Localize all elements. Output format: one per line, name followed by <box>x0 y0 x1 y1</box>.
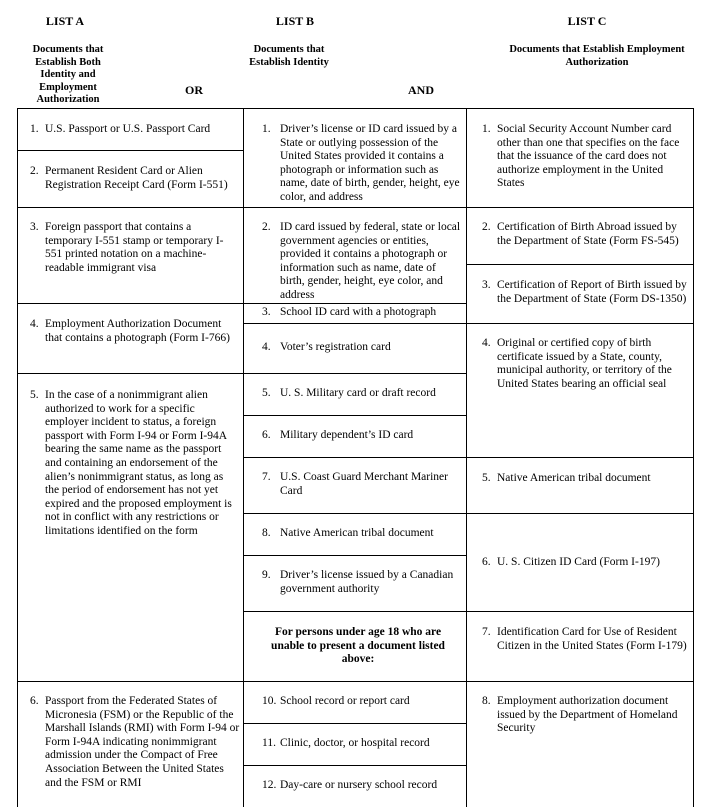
grid-top-rule <box>17 108 694 109</box>
item-text: Certification of Birth Abroad issued by the Department of State (Form FS-545) <box>497 221 679 247</box>
list-c-item <box>482 695 689 736</box>
list-b-item <box>262 569 462 596</box>
list-a-divider <box>17 150 244 151</box>
list-b-item <box>262 429 462 443</box>
item-text: Social Security Account Number card other than one that specifies on the face that the issuance of the card does not authorize employment in the United States <box>497 123 680 190</box>
list-c-divider <box>466 207 694 208</box>
list-b-title: LIST B <box>275 14 315 28</box>
item-text: Clinic, doctor, or hospital record <box>280 737 430 749</box>
list-b-item <box>262 527 462 541</box>
list-a-item <box>30 318 237 345</box>
list-c-divider <box>466 513 694 514</box>
list-c-description: Documents that Establish Employment Authorization <box>509 44 685 68</box>
list-b-divider <box>243 373 467 374</box>
item-number: 2. <box>262 221 271 233</box>
and-connector: AND <box>408 83 434 97</box>
item-number: 9. <box>262 569 271 581</box>
list-b-divider <box>243 681 467 682</box>
list-a-item <box>30 165 240 192</box>
item-number: 3. <box>482 279 491 291</box>
item-number: 6. <box>262 429 271 441</box>
list-c-item <box>482 556 689 570</box>
item-text: Native American tribal document <box>280 527 434 539</box>
list-b-item <box>262 306 462 320</box>
list-b-item <box>262 221 462 303</box>
item-number: 4. <box>482 337 491 349</box>
item-number: 7. <box>482 626 491 638</box>
list-b-divider <box>243 765 467 766</box>
list-c-divider <box>466 323 694 324</box>
list-c-divider <box>466 611 694 612</box>
list-a-description: Documents that Establish Both Identity and Employment Authorization <box>32 44 104 105</box>
list-a-divider <box>17 373 244 374</box>
list-b-divider <box>243 611 467 612</box>
list-b-divider <box>243 457 467 458</box>
item-text: Native American tribal document <box>497 472 651 484</box>
list-b-item <box>262 341 462 355</box>
item-text: Military dependent’s ID card <box>280 429 414 441</box>
list-c-divider <box>466 457 694 458</box>
item-number: 2. <box>482 221 491 233</box>
item-text: U. S. Citizen ID Card (Form I-197) <box>497 556 660 568</box>
list-a-title: LIST A <box>45 14 85 28</box>
item-number: 5. <box>30 389 39 401</box>
list-b-divider <box>243 207 467 208</box>
item-number: 1. <box>482 123 491 135</box>
item-number: 2. <box>30 165 39 177</box>
item-number: 4. <box>262 341 271 353</box>
item-number: 3. <box>262 306 271 318</box>
item-text: In the case of a nonimmigrant alien authorized to work for a specific employer incident to status, a foreign passport with Form I-94 or Form I-94A bearing the same name as the passport and containing an endorsement of the alien’s nonimmigrant status, as long as the period of endorsement has not yet expired and the proposed employment is not in conflict with any restrictions or limitations identified on the form <box>45 389 232 537</box>
item-text: School record or report card <box>280 695 410 707</box>
item-text: Identification Card for Use of Resident Citizen in the United States (Form I-179) <box>497 626 687 652</box>
item-number: 6. <box>482 556 491 568</box>
list-c-item <box>482 626 689 653</box>
list-c-item <box>482 279 689 306</box>
list-b-item <box>262 695 462 709</box>
list-c-title: LIST C <box>567 14 607 28</box>
list-c-item <box>482 472 689 486</box>
item-text: U. S. Military card or draft record <box>280 387 436 399</box>
list-c-item <box>482 221 689 248</box>
list-c-divider <box>466 681 694 682</box>
list-a-item <box>30 695 240 790</box>
list-a-divider <box>17 303 244 304</box>
item-number: 1. <box>262 123 271 135</box>
item-number: 12. <box>262 779 277 791</box>
list-b-item <box>262 471 462 498</box>
item-number: 11. <box>262 737 276 749</box>
list-b-divider <box>243 323 467 324</box>
item-number: 1. <box>30 123 39 135</box>
list-a-divider <box>17 207 244 208</box>
item-number: 6. <box>30 695 39 707</box>
item-text: Driver’s license issued by a Canadian government authority <box>280 569 454 595</box>
grid-left-border <box>17 108 18 807</box>
item-number: 8. <box>482 695 491 707</box>
list-a-divider <box>17 681 244 682</box>
item-number: 8. <box>262 527 271 539</box>
item-number: 10. <box>262 695 277 707</box>
minor-documents-heading: For persons under age 18 who are unable to present a document listed above: <box>271 626 445 666</box>
list-b-divider <box>243 415 467 416</box>
item-number: 4. <box>30 318 39 330</box>
item-text: Day-care or nursery school record <box>280 779 438 791</box>
item-text: Driver’s license or ID card issued by a State or outlying possession of the United States provided it contains a photograph or information such as name, date of birth, gender, height, eye color, and address <box>280 123 460 203</box>
list-a-item <box>30 221 237 275</box>
list-b-divider <box>243 513 467 514</box>
item-text: Employment authorization document issued by the Department of Homeland Security <box>497 695 678 735</box>
item-text: Certification of Report of Birth issued by the Department of State (Form DS-1350) <box>497 279 687 305</box>
item-text: Employment Authorization Document that contains a photograph (Form I-766) <box>45 318 230 344</box>
list-c-item <box>482 337 689 391</box>
item-text: Voter’s registration card <box>280 341 391 353</box>
item-text: School ID card with a photograph <box>280 306 437 318</box>
list-b-divider <box>243 303 467 304</box>
list-b-divider <box>243 555 467 556</box>
item-text: Foreign passport that contains a temporary I-551 stamp or temporary I-551 printed notation on a machine-readable immigrant visa <box>45 221 224 274</box>
list-b-item <box>262 387 462 401</box>
item-text: U.S. Passport or U.S. Passport Card <box>45 123 211 135</box>
list-c-item <box>482 123 689 191</box>
item-text: Permanent Resident Card or Alien Registration Receipt Card (Form I-551) <box>45 165 228 191</box>
list-b-divider <box>243 723 467 724</box>
item-number: 3. <box>30 221 39 233</box>
list-b-item <box>262 123 462 205</box>
item-text: ID card issued by federal, state or local government agencies or entities, provided it contains a photograph or information such as name, date of birth, gender, height, eye color, and address <box>280 221 461 301</box>
list-b-description: Documents that Establish Identity <box>249 44 329 68</box>
item-text: Passport from the Federated States of Micronesia (FSM) or the Republic of the Marshall Islands (RMI) with Form I-94 or Form I-94A indicating nonimmigrant admission under the Compact of Free Association Between the United States and the FSM or RMI <box>45 695 240 789</box>
list-a-item <box>30 123 235 137</box>
item-number: 7. <box>262 471 271 483</box>
item-text: U.S. Coast Guard Merchant Mariner Card <box>280 471 448 497</box>
list-a-item <box>30 389 237 539</box>
list-c-divider <box>466 264 694 265</box>
item-number: 5. <box>262 387 271 399</box>
or-connector: OR <box>185 83 203 97</box>
list-b-item <box>262 779 462 793</box>
item-text: Original or certified copy of birth certificate issued by a State, county, municipal authority, or territory of the United States bearing an official seal <box>497 337 672 390</box>
list-b-item <box>262 737 462 751</box>
item-number: 5. <box>482 472 491 484</box>
